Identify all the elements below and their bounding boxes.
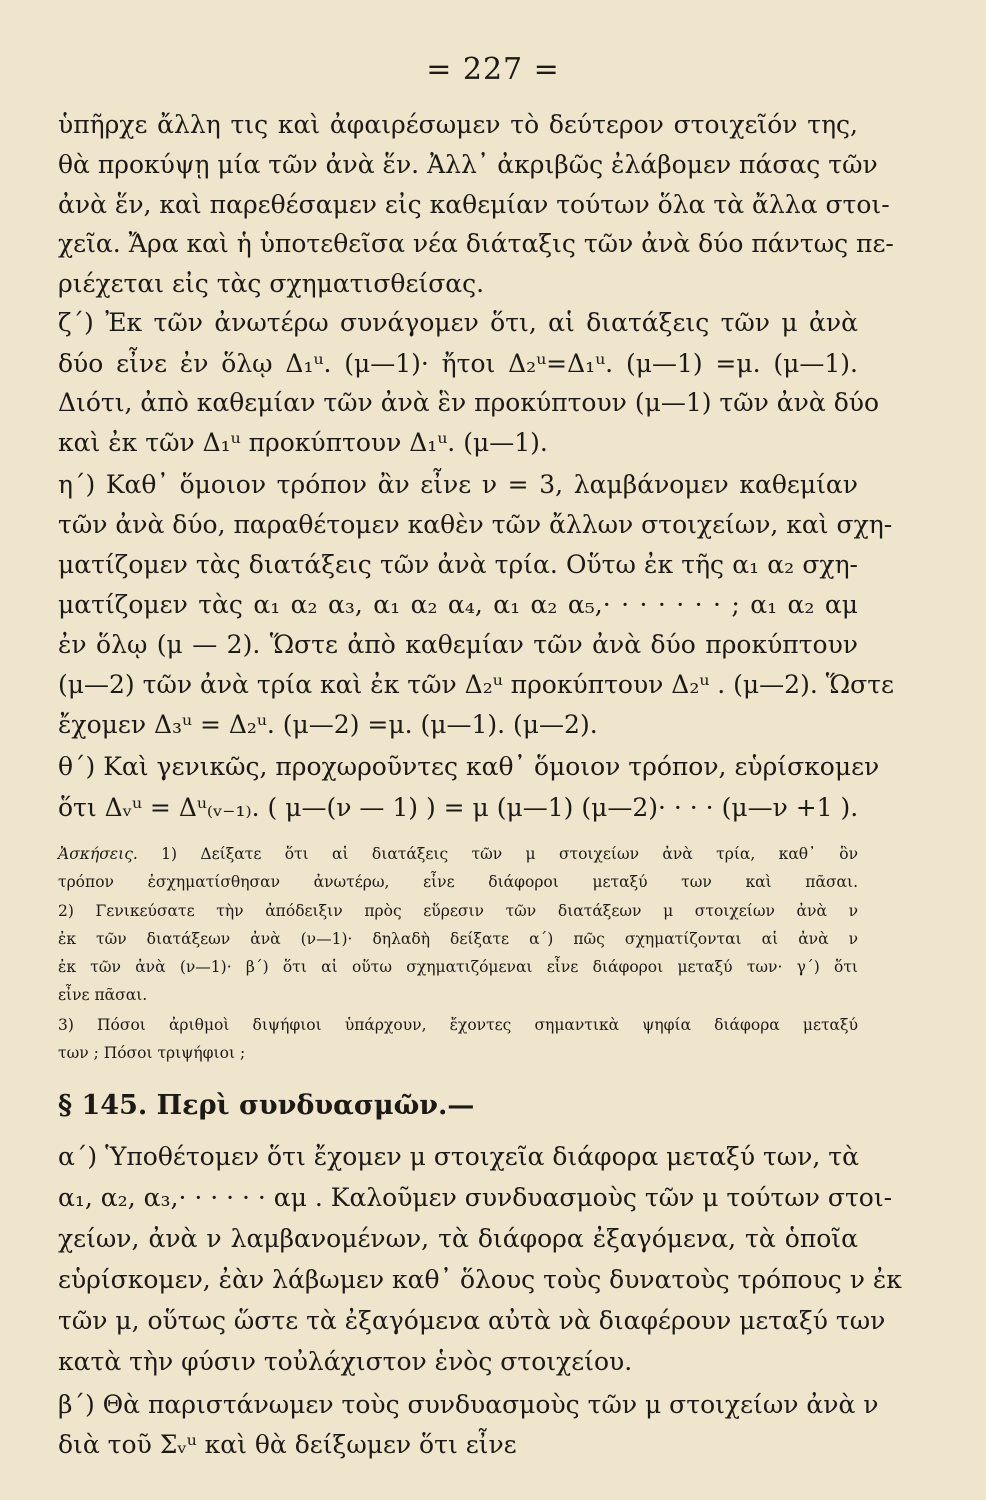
- text-line: Διότι, ἀπὸ καθεμίαν τῶν ἀνὰ ἓν προκύπτουν (μ—1) τῶν ἀνὰ δύο: [58, 388, 879, 417]
- text-line: κατὰ τὴν φύσιν τοὐλάχιστον ἑνὸς στοιχείου.: [58, 1347, 633, 1376]
- text-line: ριέχεται εἰς τὰς σχηματισθείσας.: [58, 269, 485, 298]
- exercise-line: ἐκ τῶν ἀνὰ (ν—1)· β΄) ὅτι αἱ οὕτω σχηματιζόμεναι εἶνε διάφοροι μεταξύ των· γ΄) ὅτι: [58, 958, 858, 976]
- text-line: β΄) Θὰ παριστάνωμεν τοὺς συνδυασμοὺς τῶν μ στοιχείων ἀνὰ ν: [58, 1390, 879, 1419]
- text-line: (μ—2) τῶν ἀνὰ τρία καὶ ἐκ τῶν Δ₂ᵘ προκύπτουν Δ₂ᵘ . (μ—2). Ὥστε: [58, 670, 894, 699]
- exercise-line: εἶνε πᾶσαι.: [58, 986, 148, 1004]
- exercise-line: των ; Πόσοι τριψήφιοι ;: [58, 1044, 246, 1062]
- text-line: χείων, ἀνὰ ν λαμβανομένων, τὰ διάφορα ἐξαγόμενα, τὰ ὁποῖα: [58, 1224, 858, 1253]
- text-line: δύο εἶνε ἐν ὅλῳ Δ₁ᵘ. (μ—1)· ἤτοι Δ₂ᵘ=Δ₁ᵘ. (μ—1) =μ. (μ—1).: [58, 349, 858, 378]
- text-line: ματίζομεν τὰς α₁ α₂ α₃, α₁ α₂ α₄, α₁ α₂ α₅,· · · · · · · ; α₁ α₂ αμ: [58, 590, 858, 619]
- text-line: ὅτι Δᵥᵘ = Δᵘ₍ᵥ₋₁₎. ( μ—(ν — 1) ) = μ (μ—1) (μ—2)· · · · (μ—ν +1 ).: [58, 793, 859, 822]
- exercise-line: τρόπον ἐσχηματίσθησαν ἀνωτέρω, εἶνε διάφοροι μεταξύ των καὶ πᾶσαι.: [58, 873, 858, 891]
- text-line: χεῖα. Ἄρα καὶ ἡ ὑποτεθεῖσα νέα διάταξις τῶν ἀνὰ δύο πάντως πε-: [58, 229, 894, 258]
- exercise-line: 3) Πόσοι ἀριθμοὶ διψήφιοι ὑπάρχουν, ἔχοντες σημαντικὰ ψηφία διάφορα μεταξύ: [58, 1016, 858, 1034]
- text-line: ματίζομεν τὰς διατάξεις τῶν ἀνὰ τρία. Οὕτω ἐκ τῆς α₁ α₂ σχη-: [58, 550, 858, 579]
- page-number: = 227 =: [426, 52, 560, 87]
- text-line: διὰ τοῦ Σᵥᵘ καὶ θὰ δείξωμεν ὅτι εἶνε: [58, 1430, 517, 1459]
- exercise-line: ἐκ τῶν διατάξεων ἀνὰ (ν—1)· δηλαδὴ δείξατε α΄) πῶς σχηματίζονται αἱ ἀνὰ ν: [58, 930, 858, 948]
- text-line: η΄) Καθ᾽ ὅμοιον τρόπον ἂν εἶνε ν = 3, λαμβάνομεν καθεμίαν: [58, 470, 858, 499]
- text-line: α΄) Ὑποθέτομεν ὅτι ἔχομεν μ στοιχεῖα διάφορα μεταξύ των, τὰ: [58, 1142, 859, 1171]
- text-line: τῶν ἀνὰ δύο, παραθέτομεν καθὲν τῶν ἄλλων στοιχείων, καὶ σχη-: [58, 510, 893, 539]
- text-line: εὑρίσκομεν, ἐὰν λάβωμεν καθ᾽ ὅλους τοὺς δυνατοὺς τρόπους ν ἐκ: [58, 1265, 902, 1294]
- text-line: ἔχομεν Δ₃ᵘ = Δ₂ᵘ. (μ—2) =μ. (μ—1). (μ—2).: [58, 710, 598, 739]
- text-line: ὑπῆρχε ἄλλη τις καὶ ἀφαιρέσωμεν τὸ δεύτερον στοιχεῖόν της,: [58, 110, 858, 139]
- text-line: καὶ ἐκ τῶν Δ₁ᵘ προκύπτουν Δ₁ᵘ. (μ—1).: [58, 428, 548, 457]
- text-line: τῶν μ, οὕτως ὥστε τὰ ἐξαγόμενα αὐτὰ νὰ διαφέρουν μεταξύ των: [58, 1306, 886, 1335]
- section-heading: § 145. Περὶ συνδυασμῶν.—: [58, 1090, 475, 1121]
- text-line: θὰ προκύψῃ μία τῶν ἀνὰ ἕν. Ἀλλ᾽ ἀκριβῶς ἐλάβομεν πάσας τῶν: [58, 150, 878, 179]
- exercises-label: Ἀσκήσεις.: [58, 845, 138, 863]
- exercise-line: Ἀσκήσεις. 1) Δείξατε ὅτι αἱ διατάξεις τῶν μ στοιχείων ἀνὰ τρία, καθ᾽ ὃν: [58, 845, 858, 863]
- text-line: ἀνὰ ἕν, καὶ παρεθέσαμεν εἰς καθεμίαν τούτων ὅλα τὰ ἄλλα στοι-: [58, 190, 890, 219]
- text-line: ζ΄) Ἐκ τῶν ἀνωτέρω συνάγομεν ὅτι, αἱ διατάξεις τῶν μ ἀνὰ: [58, 308, 858, 337]
- text-line: α₁, α₂, α₃,· · · · · · αμ . Καλοῦμεν συνδυασμοὺς τῶν μ τούτων στοι-: [58, 1183, 893, 1212]
- text-line: ἐν ὅλῳ (μ — 2). Ὥστε ἀπὸ καθεμίαν τῶν ἀνὰ δύο προκύπτουν: [58, 630, 858, 659]
- text-line: θ΄) Καὶ γενικῶς, προχωροῦντες καθ᾽ ὅμοιον τρόπον, εὑρίσκομεν: [58, 752, 880, 781]
- exercise-line: 2) Γενικεύσατε τὴν ἀπόδειξιν πρὸς εὕρεσιν τῶν διατάξεων μ στοιχείων ἀνὰ ν: [58, 902, 858, 920]
